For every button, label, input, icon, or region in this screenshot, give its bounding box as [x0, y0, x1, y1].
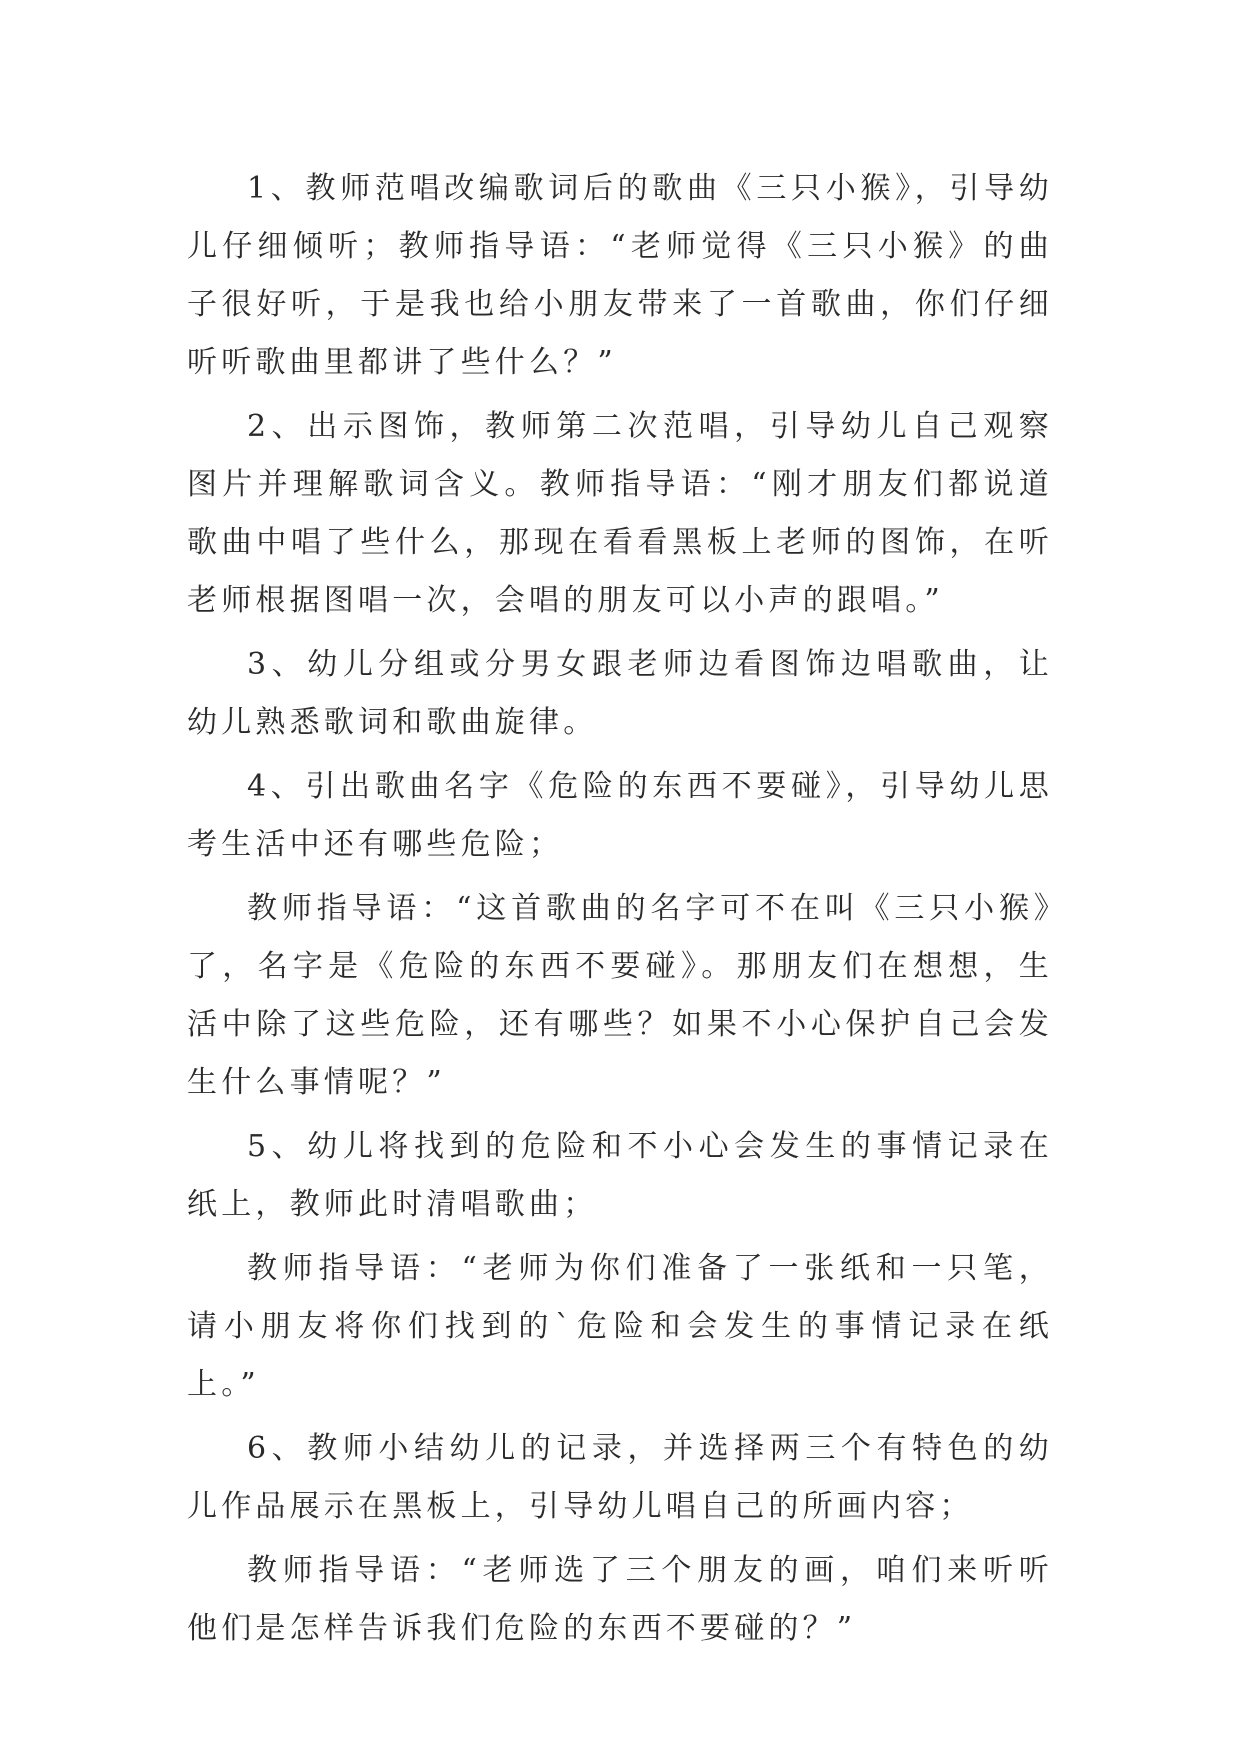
- paragraph-step-5: 5、幼儿将找到的危险和不小心会发生的事情记录在纸上，教师此时清唱歌曲；: [187, 1129, 1053, 1222]
- paragraph-step-2: 2、出示图饰，教师第二次范唱，引导幼儿自己观察图片并理解歌词含义。教师指导语：“刚才朋友们都说道歌曲中唱了些什么，那现在看看黑板上老师的图饰，在听老师根据图唱一次，会唱的朋友可以小声的跟唱。”: [187, 409, 1053, 618]
- paragraph-step-3: 3、幼儿分组或分男女跟老师边看图饰边唱歌曲，让幼儿熟悉歌词和歌曲旋律。: [187, 647, 1053, 740]
- paragraph-step-1: 1、教师范唱改编歌词后的歌曲《三只小猴》，引导幼儿仔细倾听；教师指导语：“老师觉得《三只小猴》的曲子很好听，于是我也给小朋友带来了一首歌曲，你们仔细听听歌曲里都讲了些什么？”: [187, 171, 1053, 380]
- document-body: [187, 160, 1053, 1664]
- paragraph-step-4: 4、引出歌曲名字《危险的东西不要碰》，引导幼儿思考生活中还有哪些危险；: [187, 769, 1053, 862]
- paragraph-step-6: 6、教师小结幼儿的记录，并选择两三个有特色的幼儿作品展示在黑板上，引导幼儿唱自己的所画内容；: [187, 1431, 1053, 1524]
- paragraph-step-6-guidance: 教师指导语：“老师选了三个朋友的画，咱们来听听他们是怎样告诉我们危险的东西不要碰的？”: [187, 1553, 1053, 1646]
- paragraph-step-5-guidance: 教师指导语：“老师为你们准备了一张纸和一只笔，请小朋友将你们找到的`危险和会发生的事情记录在纸上。”: [187, 1251, 1053, 1402]
- paragraph-step-4-guidance: 教师指导语：“这首歌曲的名字可不在叫《三只小猴》了，名字是《危险的东西不要碰》。那朋友们在想想，生活中除了这些危险，还有哪些？如果不小心保护自己会发生什么事情呢？”: [187, 891, 1053, 1100]
